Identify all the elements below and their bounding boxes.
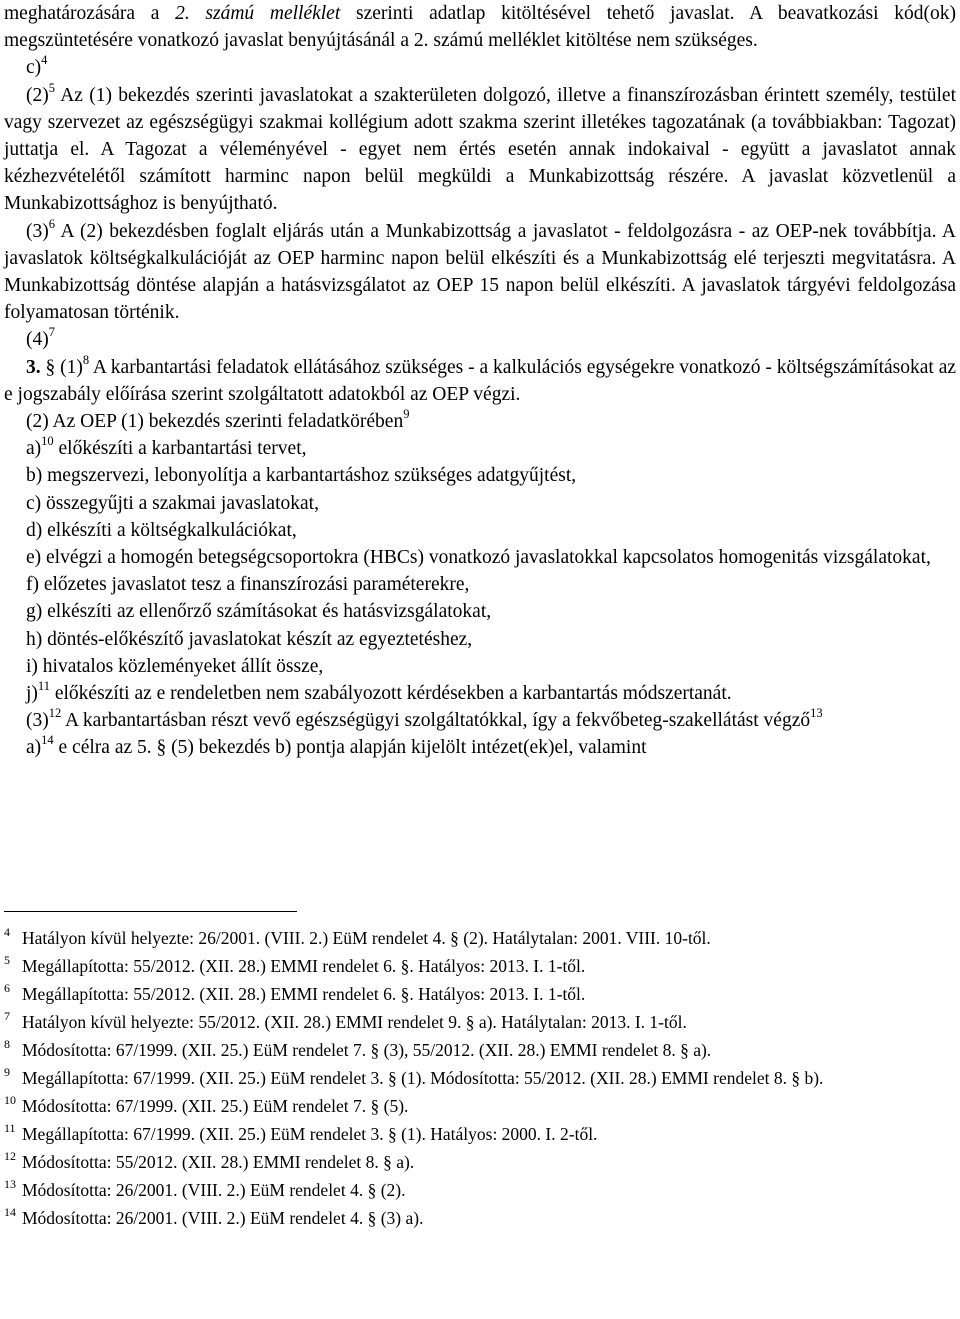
paragraph-3 — [4, 218, 956, 327]
list-item-a — [4, 435, 956, 462]
text: meghatározására a — [4, 3, 176, 24]
footnote-ref[interactable]: 5 — [48, 80, 55, 95]
footnote-ref[interactable]: 7 — [48, 325, 55, 340]
point-text: d) elkészíti a költségkalkulációkat, — [26, 519, 297, 541]
list-item-a-2 — [4, 734, 956, 761]
footnote-text: Módosította: 67/1999. (XII. 25.) EüM rendelet 7. § (5). — [22, 1096, 409, 1116]
footnote-separator — [4, 911, 297, 912]
footnote-ref[interactable]: 11 — [37, 679, 50, 694]
footnote-text: Hatályon kívül helyezte: 55/2012. (XII. 28.) EMMI rendelet 9. § a). Hatálytalan: 2013. I. 1-től. — [22, 1012, 687, 1032]
footnote: $^{14}$ Módosította: 26/2001. (VIII. 2.) EüM rendelet 4. § (3) a). — [4, 1205, 424, 1228]
footnote: $^{11}$ Megállapította: 67/1999. (XII. 25.) EüM rendelet 3. § (1). Hatályos: 2000. I. 2-től. — [4, 1121, 598, 1144]
footnote: $^9$ Megállapította: 67/1999. (XII. 25.) EüM rendelet 3. § (1). Módosította: 55/2012. (XII. 28.) EMMI rendelet 8. § b). — [4, 1065, 824, 1088]
paragraph-text: (2) Az OEP (1) bekezdés szerinti feladatkörében — [26, 411, 404, 433]
paragraph-number: (4) — [26, 329, 49, 351]
footnote: $^5$ Megállapította: 55/2012. (XII. 28.) EMMI rendelet 6. §. Hatályos: 2013. I. 1-től. — [4, 953, 586, 976]
footnote-text: Megállapította: 67/1999. (XII. 25.) EüM rendelet 3. § (1). Módosította: 55/2012. (XII. 28.) EMMI rendelet 8. § b). — [22, 1068, 824, 1088]
paragraph-number: (3) — [26, 710, 49, 732]
footnote-text: Módosította: 26/2001. (VIII. 2.) EüM rendelet 4. § (2). — [22, 1180, 406, 1200]
point-text: h) döntés-előkészítő javaslatokat készít az egyeztetéshez, — [26, 628, 473, 650]
list-item-e — [4, 544, 956, 571]
point-label: a) — [26, 438, 42, 460]
point-text: e) elvégzi a homogén betegségcsoportokra (HBCs) vonatkozó javaslatokkal kapcsolatos homogenitás vizsgálatokat, — [26, 547, 931, 569]
text: szerinti adatlap kitöltésével tehető javaslat. A beavatkozási kód(ok) megszüntetésére vonatkozó javaslat benyújtásánál a 2. számú melléklet kitöltése nem szükséges. — [4, 3, 956, 52]
footnote: $^{10}$ Módosította: 67/1999. (XII. 25.) EüM rendelet 7. § (5). — [4, 1093, 409, 1116]
paragraph-number: (2) — [26, 84, 49, 106]
point-text: g) elkészíti az ellenőrző számításokat és hatásvizsgálatokat, — [26, 601, 492, 623]
point-c — [4, 54, 956, 81]
list-item-c — [4, 490, 956, 517]
footnote-text: Hatályon kívül helyezte: 26/2001. (VIII. 2.) EüM rendelet 4. § (2). Hatálytalan: 2001. VIII. 10-től. — [22, 928, 711, 948]
footnote-ref[interactable]: 4 — [41, 53, 48, 68]
section-3-paragraph-3 — [4, 707, 956, 734]
paragraph-text: Az (1) bekezdés szerinti javaslatokat a szakterületen dolgozó, illetve a finanszírozásban érintett személy, testület vagy szervezet az egészségügyi szakmai kollégium adott szakma szerint illetékes tagozatának (a továbbiakban: Tagozat) juttatja el. A Tagozat a véleményével - egyet nem értés esetén annak indokaival - együtt a javaslatot annak kézhezvételétől számított harminc napon belül megküldi a Munkabizottság részére. A javaslat közvetlenül a Munkabizottsághoz is benyújtható. — [4, 84, 956, 215]
footnote-ref[interactable]: 10 — [41, 434, 54, 449]
footnotes — [4, 924, 956, 1232]
paragraph-2 — [4, 82, 956, 218]
list-item-g — [4, 598, 956, 625]
footnote-ref[interactable]: 12 — [48, 706, 62, 721]
section-number: 3. — [26, 356, 41, 378]
paragraph-4 — [4, 326, 956, 353]
footnote-text: Módosította: 26/2001. (VIII. 2.) EüM rendelet 4. § (3) a). — [22, 1208, 424, 1228]
point-text: c) összegyűjti a szakmai javaslatokat, — [26, 492, 319, 514]
point-text: i) hivatalos közleményeket állít össze, — [26, 655, 324, 677]
footnote-text: Megállapította: 67/1999. (XII. 25.) EüM rendelet 3. § (1). Hatályos: 2000. I. 2-től. — [22, 1124, 598, 1144]
list-item-f — [4, 571, 956, 598]
point-text: b) megszervezi, lebonyolítja a karbantartáshoz szükséges adatgyűjtést, — [26, 465, 577, 487]
point-text: f) előzetes javaslatot tesz a finanszírozási paraméterekre, — [26, 574, 470, 596]
list-item-d — [4, 517, 956, 544]
point-label: j) — [26, 683, 38, 705]
footnote-text: Megállapította: 55/2012. (XII. 28.) EMMI rendelet 6. §. Hatályos: 2013. I. 1-től. — [22, 984, 586, 1004]
section-3-paragraph-2 — [4, 408, 956, 435]
footnote-ref[interactable]: 14 — [41, 733, 54, 748]
footnote: $^7$ Hatályon kívül helyezte: 55/2012. (XII. 28.) EMMI rendelet 9. § a). Hatálytalan: 2013. I. 1-től. — [4, 1009, 687, 1032]
point-text: előkészíti az e rendeletben nem szabályozott kérdésekben a karbantartás módszertanát. — [49, 683, 732, 705]
document-body — [4, 0, 956, 762]
point-text: előkészíti a karbantartási tervet, — [53, 438, 307, 460]
paragraph-text: A karbantartásban részt vevő egészségügyi szolgáltatókkal, így a fekvőbeteg-szakellátást végző — [61, 710, 811, 732]
paragraph-number: (1) — [55, 356, 83, 378]
section-sign: § — [40, 356, 56, 378]
footnote: $^{13}$ Módosította: 26/2001. (VIII. 2.) EüM rendelet 4. § (2). — [4, 1177, 406, 1200]
point-text: e célra az 5. § (5) bekezdés b) pontja alapján kijelölt intézet(ek)el, valamint — [53, 737, 647, 759]
footnote-text: Módosította: 67/1999. (XII. 25.) EüM rendelet 7. § (3), 55/2012. (XII. 28.) EMMI rendelet 8. § a). — [22, 1040, 712, 1060]
list-item-h — [4, 626, 956, 653]
footnote: $^8$ Módosította: 67/1999. (XII. 25.) EüM rendelet 7. § (3), 55/2012. (XII. 28.) EMMI rendelet 8. § a). — [4, 1037, 712, 1060]
footnote-text: Módosította: 55/2012. (XII. 28.) EMMI rendelet 8. § a). — [22, 1152, 415, 1172]
footnote-ref[interactable]: 9 — [403, 407, 410, 422]
footnote-ref[interactable]: 8 — [82, 352, 90, 367]
footnote: $^4$ Hatályon kívül helyezte: 26/2001. (VIII. 2.) EüM rendelet 4. § (2). Hatálytalan: 2001. VIII. 10-től. — [4, 925, 711, 948]
footnote: $^6$ Megállapította: 55/2012. (XII. 28.) EMMI rendelet 6. §. Hatályos: 2013. I. 1-től. — [4, 981, 586, 1004]
paragraph-intro — [4, 0, 956, 54]
paragraph-text: A (2) bekezdésben foglalt eljárás után a Munkabizottság a javaslatot - feldolgozásra - az OEP-nek továbbítja. A javaslatok költségkalkulációját az OEP harminc napon belül elkészíti és a Munkabizottság elé terjeszti megvitatásra. A Munkabizottság döntése alapján a hatásvizsgálatot az OEP 15 napon belül elkészíti. A javaslatok tárgyévi feldolgozása folyamatosan történik. — [4, 220, 956, 324]
point-label: c) — [26, 57, 42, 79]
point-label: a) — [26, 737, 42, 759]
list-item-b — [4, 462, 956, 489]
annex-reference: 2. számú melléklet — [175, 3, 341, 24]
list-item-i — [4, 653, 956, 680]
footnote-ref[interactable]: 6 — [48, 216, 55, 231]
paragraph-number: (3) — [26, 220, 49, 242]
list-item-j — [4, 680, 956, 707]
section-3-paragraph-1 — [4, 354, 956, 408]
paragraph-text: A karbantartási feladatok ellátásához szükséges - a kalkulációs egységekre vonatkozó - költségszámításokat az e jogszabály előírása szerint szolgáltatott adatokból az OEP végzi. — [4, 356, 957, 405]
footnote-text: Megállapította: 55/2012. (XII. 28.) EMMI rendelet 6. §. Hatályos: 2013. I. 1-től. — [22, 956, 586, 976]
footnote: $^{12}$ Módosította: 55/2012. (XII. 28.) EMMI rendelet 8. § a). — [4, 1149, 415, 1172]
footnote-ref[interactable]: 13 — [810, 706, 823, 721]
